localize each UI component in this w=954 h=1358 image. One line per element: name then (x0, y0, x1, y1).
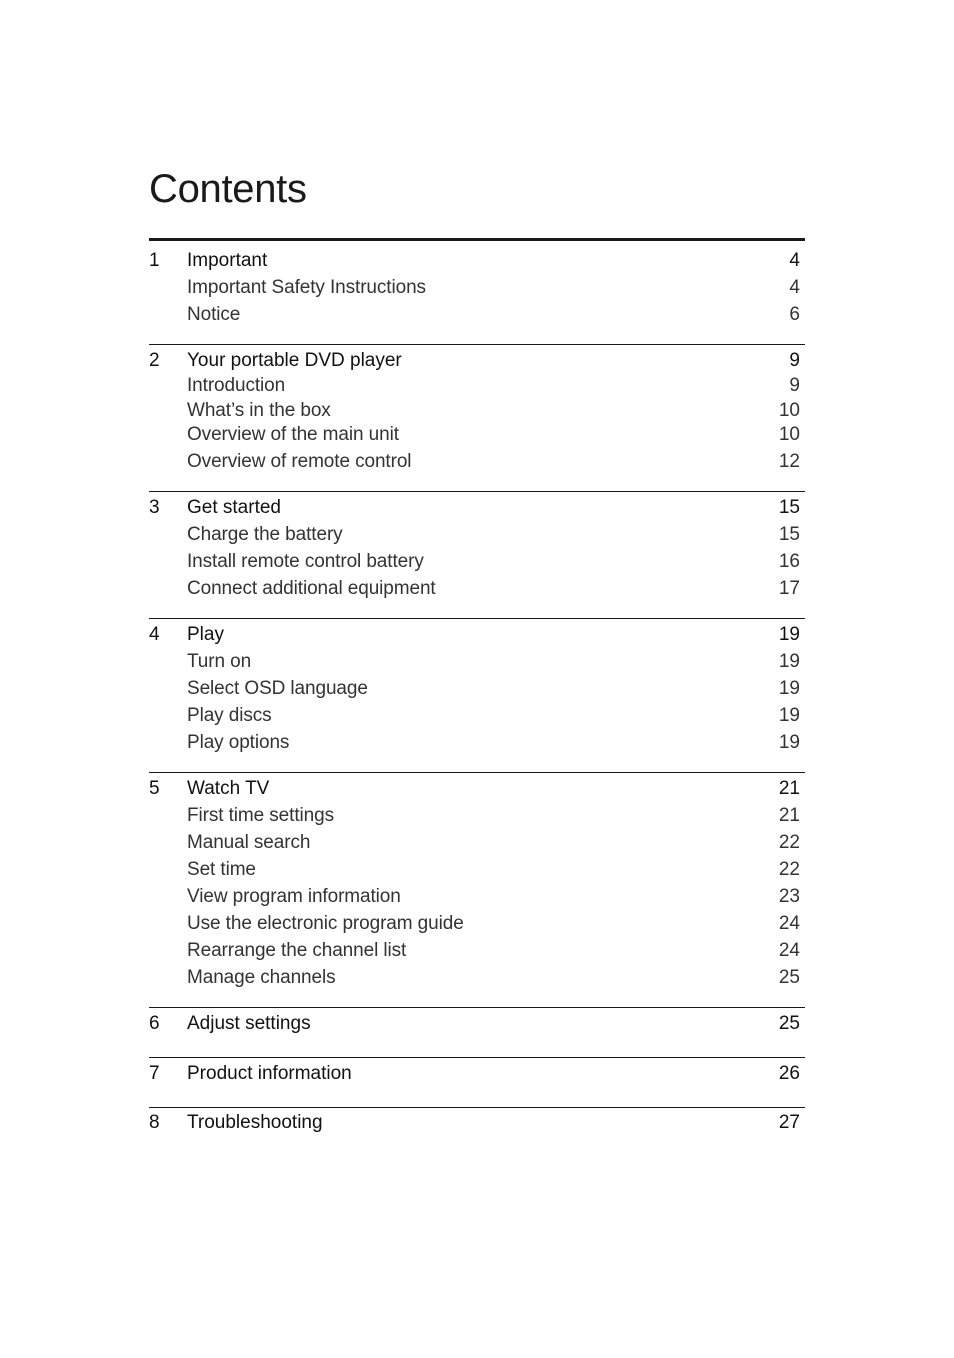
subsection-title: What’s in the box (187, 399, 331, 421)
section-title: Important (187, 250, 268, 271)
toc-subentry[interactable] (149, 729, 805, 756)
toc-subentry[interactable] (149, 448, 805, 475)
subsection-title: Overview of remote control (187, 450, 412, 472)
toc-subentry[interactable] (149, 648, 805, 675)
toc-subentry[interactable] (149, 675, 805, 702)
toc-subentry[interactable] (149, 829, 805, 856)
section-title: Your portable DVD player (187, 350, 402, 371)
page-number: 15 (778, 496, 800, 518)
section-title: Get started (187, 496, 281, 518)
page-number: 19 (778, 731, 800, 753)
section-number: 4 (149, 623, 160, 645)
subsection-title: Rearrange the channel list (187, 939, 407, 961)
toc-subentry[interactable] (149, 856, 805, 883)
page-number: 4 (789, 277, 800, 298)
section-number: 3 (149, 496, 160, 518)
page-number: 17 (778, 577, 800, 599)
toc-subentry[interactable] (149, 274, 805, 301)
page-number: 19 (778, 704, 800, 726)
toc-subentry[interactable] (149, 937, 805, 964)
section-number: 5 (149, 777, 160, 799)
toc-section-4 (149, 618, 805, 772)
page-number: 21 (778, 777, 800, 799)
page-number: 24 (778, 912, 800, 934)
toc-entry-5[interactable] (149, 775, 805, 802)
section-title: Product information (187, 1062, 352, 1084)
toc-subentry[interactable] (149, 301, 805, 328)
toc-subentry[interactable] (149, 423, 805, 448)
page-number: 15 (778, 523, 800, 545)
toc-section-3 (149, 491, 805, 618)
toc-section-8 (149, 1107, 805, 1146)
page-number: 16 (778, 550, 800, 572)
toc-subentry[interactable] (149, 702, 805, 729)
section-number: 8 (149, 1111, 160, 1133)
section-number: 2 (149, 350, 160, 371)
page-number: 12 (778, 450, 800, 472)
page-title: Contents (149, 167, 307, 211)
subsection-title: Charge the battery (187, 523, 343, 545)
toc-subentry[interactable] (149, 399, 805, 424)
toc-subentry[interactable] (149, 910, 805, 937)
section-number: 6 (149, 1012, 160, 1034)
section-title: Troubleshooting (187, 1111, 323, 1133)
page-number: 19 (778, 650, 800, 672)
toc-section-6 (149, 1007, 805, 1057)
page-number: 21 (778, 804, 800, 826)
toc-subentry[interactable] (149, 883, 805, 910)
subsection-title: Manage channels (187, 966, 336, 988)
page-number: 19 (778, 677, 800, 699)
toc-entry-7[interactable] (149, 1060, 805, 1087)
page-number: 4 (789, 250, 800, 271)
section-title: Adjust settings (187, 1012, 311, 1034)
toc-subentry[interactable] (149, 521, 805, 548)
page-number: 22 (778, 831, 800, 853)
toc-entry-4[interactable] (149, 621, 805, 648)
toc-entry-6[interactable] (149, 1010, 805, 1037)
page-number: 24 (778, 939, 800, 961)
subsection-title: Manual search (187, 831, 311, 853)
page-number: 9 (789, 375, 800, 396)
toc-subentry[interactable] (149, 964, 805, 991)
section-number: 1 (149, 250, 160, 271)
toc-entry-2[interactable] (149, 347, 805, 374)
page-number: 6 (789, 304, 800, 325)
subsection-title: Select OSD language (187, 677, 368, 699)
toc-subentry[interactable] (149, 575, 805, 602)
subsection-title: Play discs (187, 704, 272, 726)
toc-section-5 (149, 772, 805, 1007)
subsection-title: Turn on (187, 650, 252, 672)
page-number: 22 (778, 858, 800, 880)
subsection-title: Overview of the main unit (187, 424, 399, 445)
toc-entry-8[interactable] (149, 1109, 805, 1136)
page-number: 10 (778, 399, 800, 421)
subsection-title: Install remote control battery (187, 550, 424, 572)
page-number: 19 (778, 623, 800, 645)
subsection-title: Connect additional equipment (187, 577, 436, 599)
page-number: 25 (778, 966, 800, 988)
subsection-title: Play options (187, 731, 290, 753)
page-number: 10 (778, 424, 800, 445)
subsection-title: First time settings (187, 804, 334, 826)
subsection-title: Introduction (187, 375, 286, 396)
toc-subentry[interactable] (149, 802, 805, 829)
subsection-title: Set time (187, 858, 256, 880)
toc-subentry[interactable] (149, 548, 805, 575)
toc-entry-3[interactable] (149, 494, 805, 521)
toc-section-2 (149, 344, 805, 491)
section-title: Play (187, 623, 224, 645)
page-number: 27 (778, 1111, 800, 1133)
subsection-title: Notice (187, 304, 241, 325)
subsection-title: Important Safety Instructions (187, 277, 426, 298)
page-number: 26 (778, 1062, 800, 1084)
page-number: 9 (789, 350, 800, 371)
subsection-title: View program information (187, 885, 401, 907)
page-number: 23 (778, 885, 800, 907)
toc-entry-1[interactable] (149, 247, 805, 274)
toc-section-1 (149, 238, 805, 344)
section-number: 7 (149, 1062, 160, 1084)
toc-subentry[interactable] (149, 374, 805, 399)
section-title: Watch TV (187, 777, 270, 799)
toc-section-7 (149, 1057, 805, 1107)
subsection-title: Use the electronic program guide (187, 912, 464, 934)
page-number: 25 (778, 1012, 800, 1034)
table-of-contents (149, 238, 805, 1146)
